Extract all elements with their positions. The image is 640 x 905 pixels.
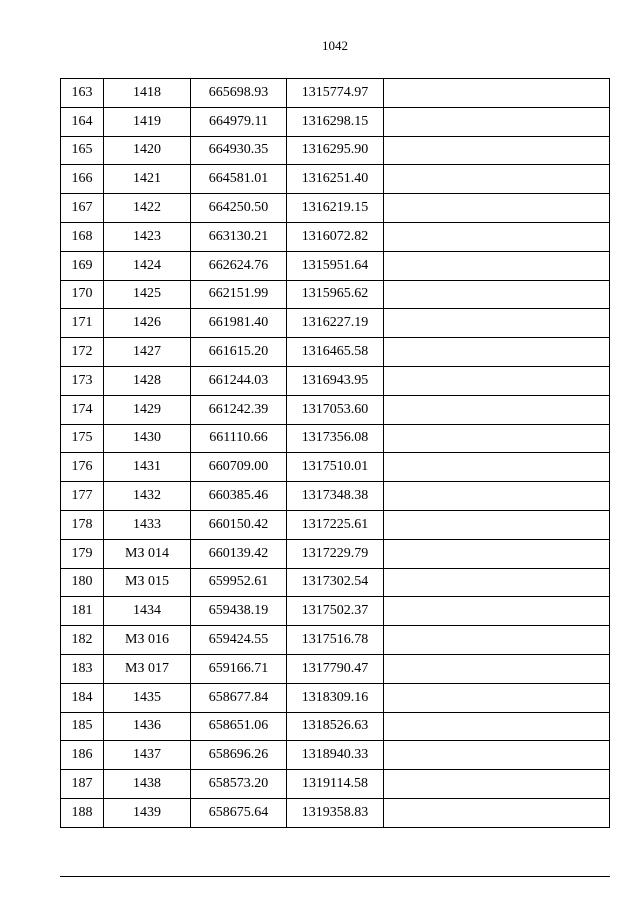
x-coordinate-cell: 659424.55 <box>191 626 287 655</box>
table-row <box>61 798 610 827</box>
point-id-cell: 1418 <box>104 79 191 108</box>
note-cell <box>384 770 610 799</box>
table-row <box>61 568 610 597</box>
table-row <box>61 136 610 165</box>
table-row <box>61 107 610 136</box>
table-body <box>61 79 610 828</box>
x-coordinate-cell: 660385.46 <box>191 482 287 511</box>
point-id-cell: МЗ 017 <box>104 654 191 683</box>
x-coordinate-cell: 659166.71 <box>191 654 287 683</box>
note-cell <box>384 510 610 539</box>
table-row <box>61 539 610 568</box>
x-coordinate-cell: 664581.01 <box>191 165 287 194</box>
x-coordinate-cell: 665698.93 <box>191 79 287 108</box>
x-coordinate-cell: 662151.99 <box>191 280 287 309</box>
row-number-cell: 181 <box>61 597 104 626</box>
note-cell <box>384 741 610 770</box>
point-id-cell: 1423 <box>104 222 191 251</box>
y-coordinate-cell: 1317516.78 <box>287 626 384 655</box>
note-cell <box>384 222 610 251</box>
point-id-cell: МЗ 014 <box>104 539 191 568</box>
row-number-cell: 183 <box>61 654 104 683</box>
note-cell <box>384 395 610 424</box>
row-number-cell: 170 <box>61 280 104 309</box>
x-coordinate-cell: 658675.64 <box>191 798 287 827</box>
note-cell <box>384 626 610 655</box>
x-coordinate-cell: 660709.00 <box>191 453 287 482</box>
point-id-cell: 1433 <box>104 510 191 539</box>
note-cell <box>384 79 610 108</box>
note-cell <box>384 712 610 741</box>
y-coordinate-cell: 1316251.40 <box>287 165 384 194</box>
point-id-cell: 1439 <box>104 798 191 827</box>
table-row <box>61 194 610 223</box>
x-coordinate-cell: 663130.21 <box>191 222 287 251</box>
point-id-cell: 1432 <box>104 482 191 511</box>
note-cell <box>384 107 610 136</box>
y-coordinate-cell: 1317356.08 <box>287 424 384 453</box>
x-coordinate-cell: 661244.03 <box>191 366 287 395</box>
table-row <box>61 683 610 712</box>
row-number-cell: 164 <box>61 107 104 136</box>
row-number-cell: 186 <box>61 741 104 770</box>
row-number-cell: 165 <box>61 136 104 165</box>
note-cell <box>384 453 610 482</box>
point-id-cell: 1424 <box>104 251 191 280</box>
y-coordinate-cell: 1318309.16 <box>287 683 384 712</box>
table-row <box>61 453 610 482</box>
row-number-cell: 173 <box>61 366 104 395</box>
point-id-cell: МЗ 016 <box>104 626 191 655</box>
note-cell <box>384 597 610 626</box>
note-cell <box>384 683 610 712</box>
y-coordinate-cell: 1317053.60 <box>287 395 384 424</box>
y-coordinate-cell: 1318526.63 <box>287 712 384 741</box>
x-coordinate-cell: 658677.84 <box>191 683 287 712</box>
x-coordinate-cell: 661981.40 <box>191 309 287 338</box>
row-number-cell: 168 <box>61 222 104 251</box>
y-coordinate-cell: 1317510.01 <box>287 453 384 482</box>
x-coordinate-cell: 658696.26 <box>191 741 287 770</box>
note-cell <box>384 338 610 367</box>
x-coordinate-cell: 664250.50 <box>191 194 287 223</box>
note-cell <box>384 194 610 223</box>
x-coordinate-cell: 659952.61 <box>191 568 287 597</box>
note-cell <box>384 366 610 395</box>
row-number-cell: 176 <box>61 453 104 482</box>
point-id-cell: 1438 <box>104 770 191 799</box>
note-cell <box>384 654 610 683</box>
x-coordinate-cell: 659438.19 <box>191 597 287 626</box>
note-cell <box>384 280 610 309</box>
row-number-cell: 188 <box>61 798 104 827</box>
table-row <box>61 482 610 511</box>
row-number-cell: 185 <box>61 712 104 741</box>
row-number-cell: 175 <box>61 424 104 453</box>
x-coordinate-cell: 661110.66 <box>191 424 287 453</box>
table-row <box>61 251 610 280</box>
point-id-cell: 1419 <box>104 107 191 136</box>
note-cell <box>384 568 610 597</box>
note-cell <box>384 309 610 338</box>
x-coordinate-cell: 658651.06 <box>191 712 287 741</box>
y-coordinate-cell: 1318940.33 <box>287 741 384 770</box>
note-cell <box>384 539 610 568</box>
table-row <box>61 510 610 539</box>
y-coordinate-cell: 1317302.54 <box>287 568 384 597</box>
x-coordinate-cell: 660139.42 <box>191 539 287 568</box>
y-coordinate-cell: 1315774.97 <box>287 79 384 108</box>
point-id-cell: 1428 <box>104 366 191 395</box>
row-number-cell: 180 <box>61 568 104 597</box>
y-coordinate-cell: 1319358.83 <box>287 798 384 827</box>
note-cell <box>384 798 610 827</box>
row-number-cell: 174 <box>61 395 104 424</box>
point-id-cell: 1429 <box>104 395 191 424</box>
table-row <box>61 770 610 799</box>
point-id-cell: 1431 <box>104 453 191 482</box>
table-row <box>61 222 610 251</box>
row-number-cell: 177 <box>61 482 104 511</box>
y-coordinate-cell: 1317790.47 <box>287 654 384 683</box>
y-coordinate-cell: 1316227.19 <box>287 309 384 338</box>
table-row <box>61 309 610 338</box>
row-number-cell: 171 <box>61 309 104 338</box>
table-row <box>61 395 610 424</box>
table-row <box>61 741 610 770</box>
row-number-cell: 182 <box>61 626 104 655</box>
table-row <box>61 338 610 367</box>
table-row <box>61 165 610 194</box>
point-id-cell: 1422 <box>104 194 191 223</box>
row-number-cell: 179 <box>61 539 104 568</box>
note-cell <box>384 136 610 165</box>
y-coordinate-cell: 1317229.79 <box>287 539 384 568</box>
y-coordinate-cell: 1316943.95 <box>287 366 384 395</box>
point-id-cell: 1426 <box>104 309 191 338</box>
y-coordinate-cell: 1316219.15 <box>287 194 384 223</box>
table-row <box>61 280 610 309</box>
table-row <box>61 712 610 741</box>
table-row <box>61 626 610 655</box>
point-id-cell: 1421 <box>104 165 191 194</box>
row-number-cell: 178 <box>61 510 104 539</box>
x-coordinate-cell: 661242.39 <box>191 395 287 424</box>
row-number-cell: 169 <box>61 251 104 280</box>
note-cell <box>384 424 610 453</box>
x-coordinate-cell: 660150.42 <box>191 510 287 539</box>
table-row <box>61 597 610 626</box>
point-id-cell: 1427 <box>104 338 191 367</box>
table-row <box>61 424 610 453</box>
row-number-cell: 163 <box>61 79 104 108</box>
point-id-cell: 1430 <box>104 424 191 453</box>
note-cell <box>384 482 610 511</box>
x-coordinate-cell: 658573.20 <box>191 770 287 799</box>
table-row <box>61 654 610 683</box>
y-coordinate-cell: 1317225.61 <box>287 510 384 539</box>
y-coordinate-cell: 1315951.64 <box>287 251 384 280</box>
row-number-cell: 187 <box>61 770 104 799</box>
point-id-cell: 1435 <box>104 683 191 712</box>
point-id-cell: МЗ 015 <box>104 568 191 597</box>
note-cell <box>384 251 610 280</box>
y-coordinate-cell: 1319114.58 <box>287 770 384 799</box>
row-number-cell: 172 <box>61 338 104 367</box>
x-coordinate-cell: 661615.20 <box>191 338 287 367</box>
y-coordinate-cell: 1316295.90 <box>287 136 384 165</box>
x-coordinate-cell: 662624.76 <box>191 251 287 280</box>
y-coordinate-cell: 1316298.15 <box>287 107 384 136</box>
point-id-cell: 1437 <box>104 741 191 770</box>
row-number-cell: 167 <box>61 194 104 223</box>
point-id-cell: 1425 <box>104 280 191 309</box>
point-id-cell: 1434 <box>104 597 191 626</box>
note-cell <box>384 165 610 194</box>
table-row <box>61 366 610 395</box>
page-number: 1042 <box>322 38 348 53</box>
footer-rule <box>60 876 610 877</box>
coordinates-table <box>60 78 610 828</box>
y-coordinate-cell: 1316072.82 <box>287 222 384 251</box>
y-coordinate-cell: 1316465.58 <box>287 338 384 367</box>
row-number-cell: 166 <box>61 165 104 194</box>
point-id-cell: 1436 <box>104 712 191 741</box>
row-number-cell: 184 <box>61 683 104 712</box>
x-coordinate-cell: 664930.35 <box>191 136 287 165</box>
point-id-cell: 1420 <box>104 136 191 165</box>
y-coordinate-cell: 1315965.62 <box>287 280 384 309</box>
y-coordinate-cell: 1317348.38 <box>287 482 384 511</box>
x-coordinate-cell: 664979.11 <box>191 107 287 136</box>
y-coordinate-cell: 1317502.37 <box>287 597 384 626</box>
table-row <box>61 79 610 108</box>
